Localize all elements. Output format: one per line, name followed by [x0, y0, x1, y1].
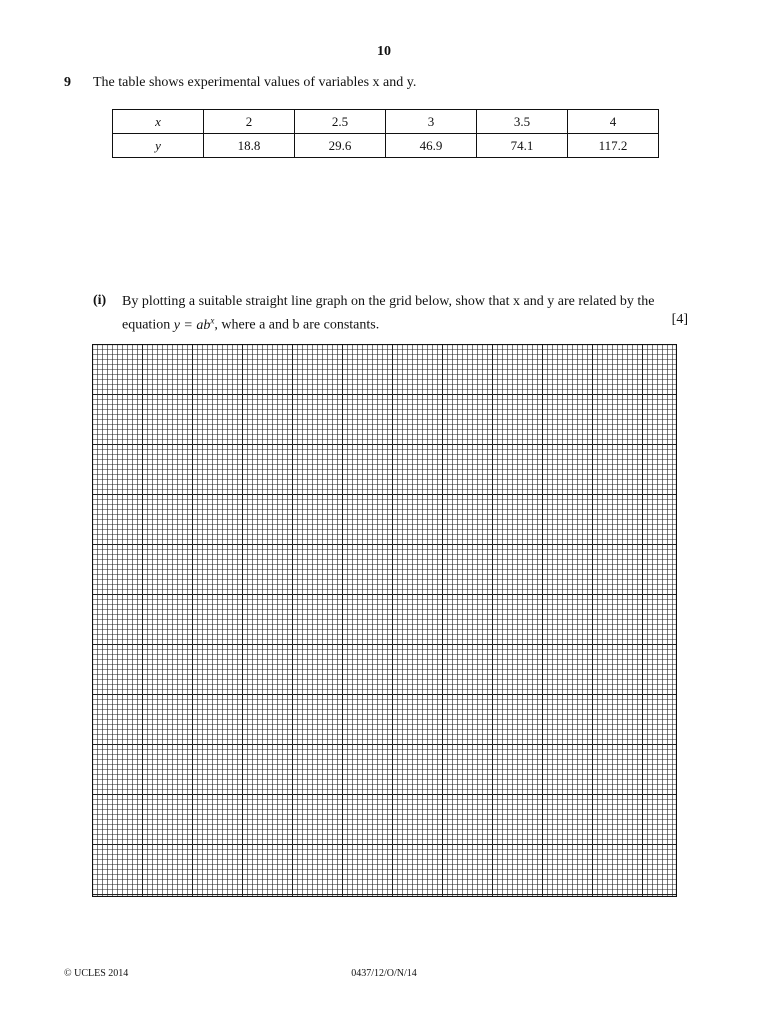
equation-exponent: x: [210, 315, 215, 325]
marks-label: [4]: [671, 312, 688, 327]
part-text: [122, 293, 688, 335]
data-table: [112, 109, 659, 158]
table-cell: 2.5: [295, 110, 386, 134]
question-number: 9: [64, 75, 71, 90]
equation-prefix: equation: [122, 317, 174, 333]
equation-base: y = ab: [173, 317, 211, 333]
grid-lines: [92, 344, 677, 897]
footer-code: 0437/12/O/N/14: [351, 968, 417, 979]
part-text-line1: By plotting a suitable straight line graph on the grid below, show that x and y are related by the: [122, 294, 655, 309]
part-text-line2: [122, 311, 688, 335]
footer-copyright: © UCLES 2014: [64, 968, 129, 979]
table-cell: 29.6: [295, 134, 386, 158]
equation: [173, 315, 215, 333]
graph-paper-grid[interactable]: [92, 344, 677, 897]
table-cell: 4: [568, 110, 659, 134]
table-cell: 18.8: [204, 134, 295, 158]
table-cell: 3: [386, 110, 477, 134]
part-label: (i): [93, 293, 107, 308]
page-number: 10: [377, 44, 391, 59]
table-row-y: [113, 134, 659, 158]
table-cell: 2: [204, 110, 295, 134]
table-cell: 74.1: [477, 134, 568, 158]
table-row-x: [113, 110, 659, 134]
table-cell: 3.5: [477, 110, 568, 134]
question-intro: The table shows experimental values of variables x and y.: [93, 75, 417, 90]
table-cell: 117.2: [568, 134, 659, 158]
equation-suffix: , where a and b are constants.: [214, 317, 380, 333]
table-cell: 46.9: [386, 134, 477, 158]
table-header-cell: y: [113, 134, 204, 158]
table-header-cell: x: [113, 110, 204, 134]
